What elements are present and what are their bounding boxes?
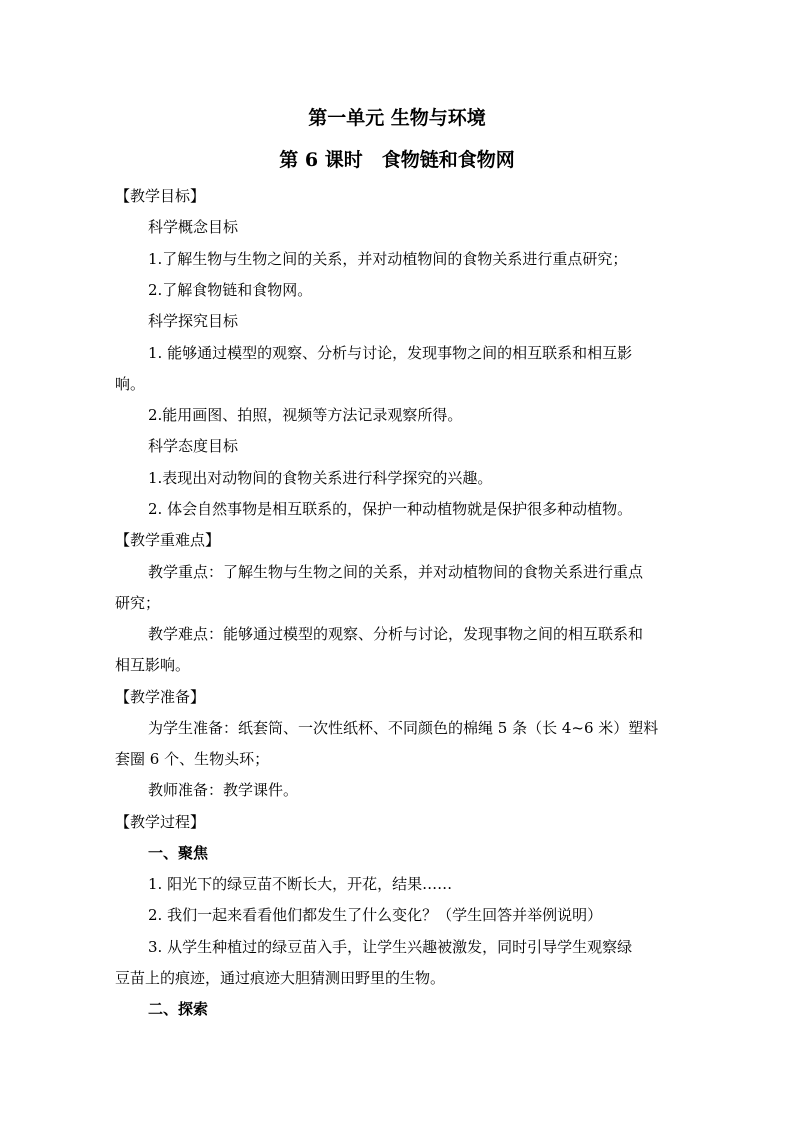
attitude-goal-2: 2. 体会自然事物是相互联系的，保护一种动植物就是保护很多种动植物。 [148,500,633,518]
process-heading: 【教学过程】 [115,813,206,831]
key-points-heading: 【教学重难点】 [115,531,221,549]
preparation-heading: 【教学准备】 [115,688,206,706]
inquiry-goal-heading: 科学探究目标 [148,312,239,330]
unit-title: 第一单元 生物与环境 [308,107,486,129]
attitude-goal-1: 1.表现出对动物间的食物关系进行科学探究的兴趣。 [148,469,493,487]
attitude-goal-heading: 科学态度目标 [148,437,239,455]
teaching-focus: 教学重点：了解生物与生物之间的关系，并对动植物间的食物关系进行重点 [148,563,644,581]
process-step-2: 2. 我们一起来看看他们都发生了什么变化？（学生回答并举例说明） [148,906,603,924]
part-2-heading: 二、探索 [148,1000,209,1018]
process-step-3: 3. 从学生种植过的绿豆苗入手，让学生兴趣被激发，同时引导学生观察绿 [148,938,633,956]
part-1-heading: 一、聚焦 [148,844,209,862]
inquiry-goal-2: 2.能用画图、拍照，视频等方法记录观察所得。 [148,406,463,424]
objectives-heading: 【教学目标】 [115,187,206,205]
concept-goal-1: 1.了解生物与生物之间的关系，并对动植物间的食物关系进行重点研究； [148,250,628,268]
process-step-3-cont: 豆苗上的痕迹，通过痕迹大胆猜测田野里的生物。 [115,969,446,987]
lesson-title: 第 6 课时 食物链和食物网 [279,149,515,171]
teaching-focus-cont: 研究； [115,594,161,612]
student-preparation: 为学生准备：纸套筒、一次性纸杯、不同颜色的棉绳 5 条（长 4~6 米）塑料 [148,719,659,737]
concept-goal-heading: 科学概念目标 [148,218,239,236]
teaching-difficulty: 教学难点：能够通过模型的观察、分析与讨论，发现事物之间的相互联系和 [148,625,644,643]
concept-goal-2: 2.了解食物链和食物网。 [148,281,313,299]
student-preparation-cont: 套圈 6 个、生物头环； [115,750,270,768]
process-step-1: 1. 阳光下的绿豆苗不断长大，开花，结果…… [148,875,453,893]
inquiry-goal-1-cont: 响。 [115,375,146,393]
inquiry-goal-1: 1. 能够通过模型的观察、分析与讨论，发现事物之间的相互联系和相互影 [148,344,633,362]
teaching-difficulty-cont: 相互影响。 [115,656,191,674]
teacher-preparation: 教师准备：教学课件。 [148,781,299,799]
